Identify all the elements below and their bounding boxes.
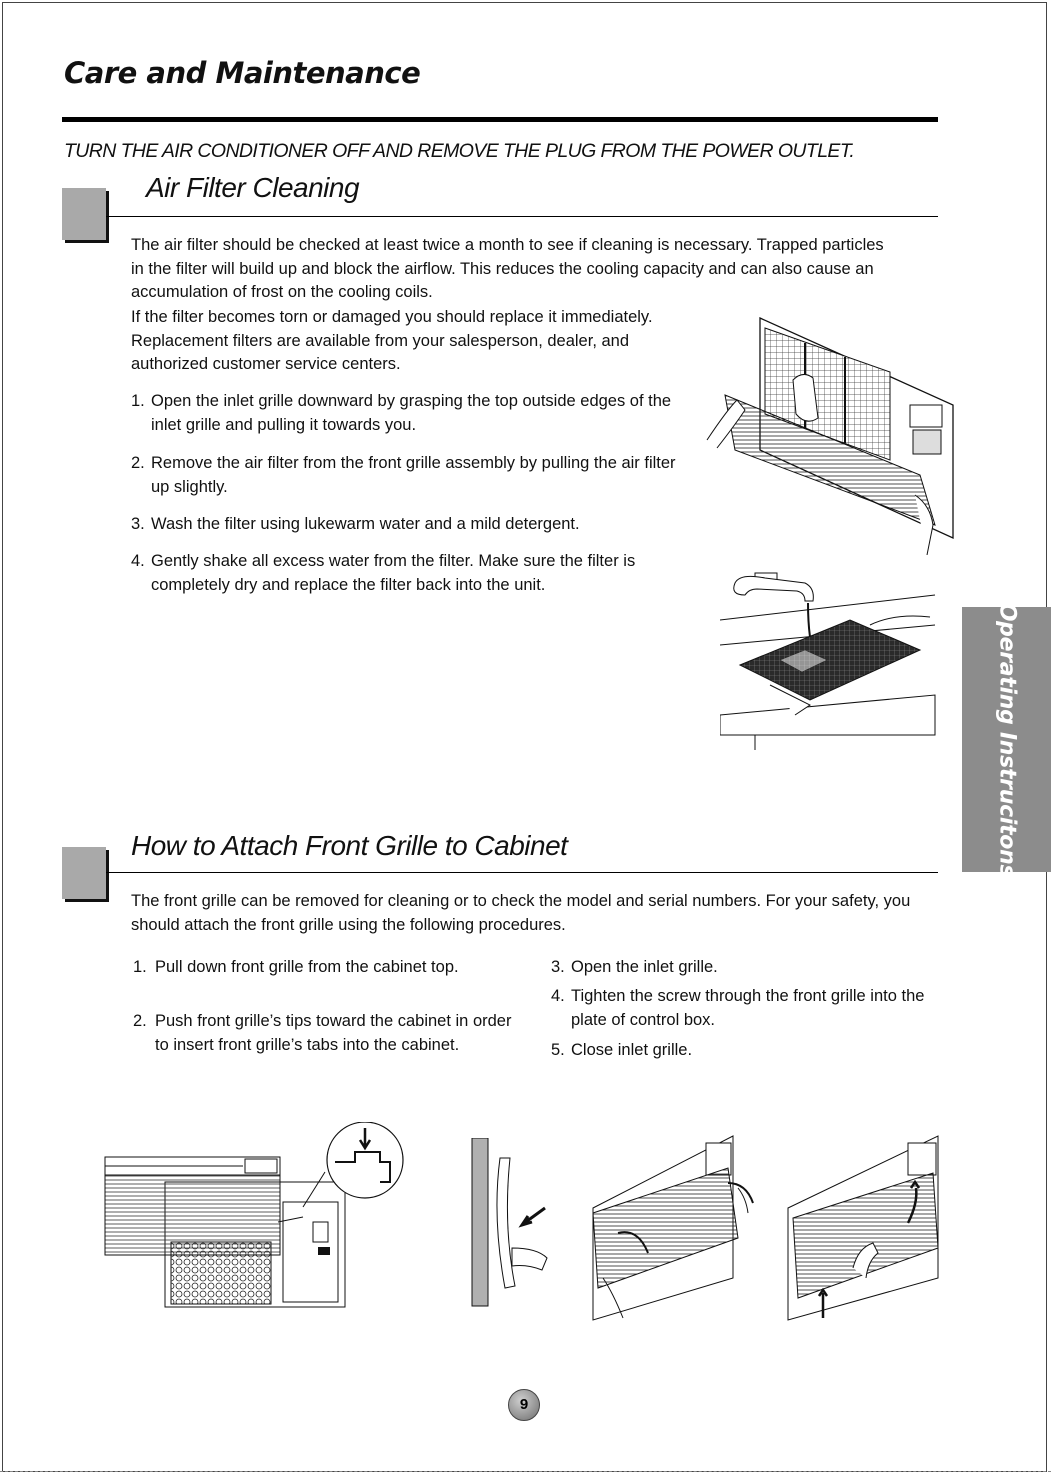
filter-step xyxy=(131,549,671,597)
grille-push-illustration xyxy=(470,1138,550,1308)
inlet-grille-screw-illustration xyxy=(588,1128,763,1323)
section-marker xyxy=(62,188,106,240)
grille-intro: The front grille can be removed for cleaning or to check the model and serial numbers. For your safety, you should attach the front grille using the following procedures. xyxy=(131,892,911,934)
grille-step xyxy=(551,984,941,1032)
page-title: Care and Maintenance xyxy=(64,56,421,90)
step-text: Wash the filter using lukewarm water and a mild detergent. xyxy=(151,515,580,533)
step-text: Push front grille’s tips toward the cabinet in order to insert front grille’s tabs into the cabinet. xyxy=(155,1012,512,1054)
cabinet-attach-illustration xyxy=(103,1122,413,1312)
filter-washing-illustration xyxy=(720,565,940,755)
step-text: Gently shake all excess water from the filter. Make sure the filter is completely dry and replace the filter back into the unit. xyxy=(151,552,636,594)
filter-removal-illustration xyxy=(705,310,960,555)
title-rule xyxy=(62,117,938,122)
step-number: 2. xyxy=(133,1012,147,1030)
step-number: 4. xyxy=(131,552,145,570)
section-marker xyxy=(62,847,106,899)
filter-step xyxy=(131,512,691,536)
step-text: Pull down front grille from the cabinet top. xyxy=(155,958,459,976)
step-number: 4. xyxy=(551,987,565,1005)
step-number: 3. xyxy=(131,515,145,533)
page-number: 9 xyxy=(508,1389,540,1421)
step-text: Tighten the screw through the front grille into the plate of control box. xyxy=(571,987,925,1029)
step-text: Open the inlet grille downward by grasping the top outside edges of the inlet grille and pulling it towards you. xyxy=(151,392,672,434)
step-text: Open the inlet grille. xyxy=(571,958,718,976)
filter-replace-note: If the filter becomes torn or damaged you should replace it immediately. Replacement filters are available from your salesperson, dealer, and authorized customer service centers. xyxy=(131,308,653,373)
side-tab xyxy=(962,602,1051,877)
step-number: 5. xyxy=(551,1041,565,1059)
step-number: 3. xyxy=(551,958,565,976)
filter-intro: The air filter should be checked at least twice a month to see if cleaning is necessary. Trapped particles in the filter will build up and block the airflow. This reduces the cooling capacity and can also cause an accumulation of frost on the cooling coils. xyxy=(131,236,884,301)
section-rule xyxy=(106,216,938,217)
page-cut-line xyxy=(0,1471,1051,1472)
grille-step xyxy=(551,955,941,979)
grille-step xyxy=(133,1009,523,1057)
power-warning: TURN THE AIR CONDITIONER OFF AND REMOVE THE PLUG FROM THE POWER OUTLET. xyxy=(64,140,855,162)
side-tab-label: Operating Instrucitons xyxy=(994,602,1019,877)
grille-step xyxy=(551,1038,941,1062)
filter-step xyxy=(131,389,691,437)
filter-step xyxy=(131,451,691,499)
section-heading-grille: How to Attach Front Grille to Cabinet xyxy=(131,830,568,861)
section-rule xyxy=(106,872,938,873)
step-text: Remove the air filter from the front grille assembly by pulling the air filter up slightly. xyxy=(151,454,676,496)
step-text: Close inlet grille. xyxy=(571,1041,693,1059)
close-grille-illustration xyxy=(783,1128,953,1323)
step-number: 2. xyxy=(131,454,145,472)
section-heading-filter: Air Filter Cleaning xyxy=(146,172,360,203)
grille-step xyxy=(133,955,523,979)
step-number: 1. xyxy=(131,392,145,410)
step-number: 1. xyxy=(133,958,147,976)
